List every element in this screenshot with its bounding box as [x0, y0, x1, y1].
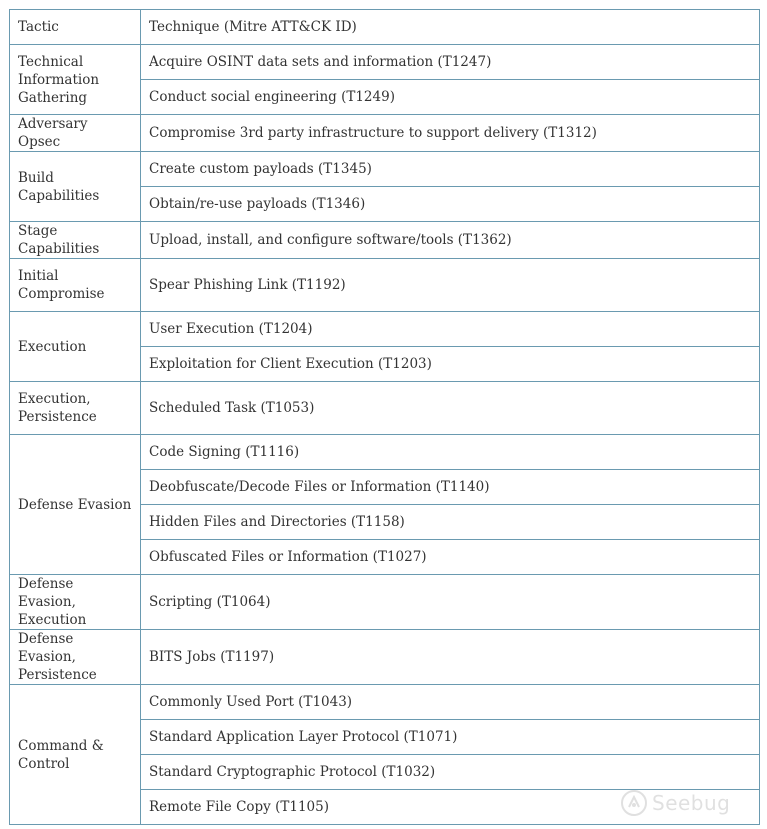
technique-cell: User Execution (T1204): [141, 312, 760, 347]
table-row: [10, 259, 760, 312]
technique-cell: Exploitation for Client Execution (T1203): [141, 347, 760, 382]
table-row: [10, 222, 760, 259]
tactic-cell: Adversary Opsec: [10, 115, 141, 152]
seebug-logo-icon: [620, 789, 648, 817]
table-row: [10, 382, 760, 435]
technique-cell: Code Signing (T1116): [141, 435, 760, 470]
technique-cell: Standard Cryptographic Protocol (T1032): [141, 755, 760, 790]
table-row: [10, 575, 760, 630]
tactic-cell: Defense Evasion, Execution: [10, 575, 141, 630]
tactic-cell: Build Capabilities: [10, 152, 141, 222]
technique-cell: Scheduled Task (T1053): [141, 382, 760, 435]
technique-cell: Deobfuscate/Decode Files or Information (T1140): [141, 470, 760, 505]
header-tactic: Tactic: [10, 10, 141, 45]
technique-cell: Acquire OSINT data sets and information (T1247): [141, 45, 760, 80]
table-row: [10, 45, 760, 80]
tactic-cell: Execution: [10, 312, 141, 382]
technique-cell: BITS Jobs (T1197): [141, 630, 760, 685]
table-row: [10, 630, 760, 685]
tactic-cell: Execution, Persistence: [10, 382, 141, 435]
table-row: [10, 312, 760, 347]
technique-cell: Remote File Copy (T1105): [141, 790, 760, 825]
tactic-cell: Technical Information Gathering: [10, 45, 141, 115]
tactic-cell: Defense Evasion, Persistence: [10, 630, 141, 685]
tactic-cell: Command & Control: [10, 685, 141, 825]
table-row: [10, 685, 760, 720]
watermark-text: Seebug: [652, 791, 731, 815]
technique-cell: Spear Phishing Link (T1192): [141, 259, 760, 312]
technique-cell: Commonly Used Port (T1043): [141, 685, 760, 720]
technique-cell: Hidden Files and Directories (T1158): [141, 505, 760, 540]
technique-cell: Standard Application Layer Protocol (T1071): [141, 720, 760, 755]
technique-cell: Obtain/re-use payloads (T1346): [141, 187, 760, 222]
technique-cell: Obfuscated Files or Information (T1027): [141, 540, 760, 575]
table-row: [10, 115, 760, 152]
technique-cell: Create custom payloads (T1345): [141, 152, 760, 187]
seebug-watermark: [620, 783, 760, 823]
table-header-row: [10, 10, 760, 45]
technique-cell: Conduct social engineering (T1249): [141, 80, 760, 115]
table-row: [10, 435, 760, 470]
technique-cell: Upload, install, and configure software/tools (T1362): [141, 222, 760, 259]
tactic-cell: Stage Capabilities: [10, 222, 141, 259]
technique-cell: Scripting (T1064): [141, 575, 760, 630]
table-row: [10, 152, 760, 187]
header-technique: Technique (Mitre ATT&CK ID): [141, 10, 760, 45]
technique-cell: Compromise 3rd party infrastructure to support delivery (T1312): [141, 115, 760, 152]
tactic-cell: Defense Evasion: [10, 435, 141, 575]
mitre-attack-table: [9, 9, 760, 825]
tactic-cell: Initial Compromise: [10, 259, 141, 312]
